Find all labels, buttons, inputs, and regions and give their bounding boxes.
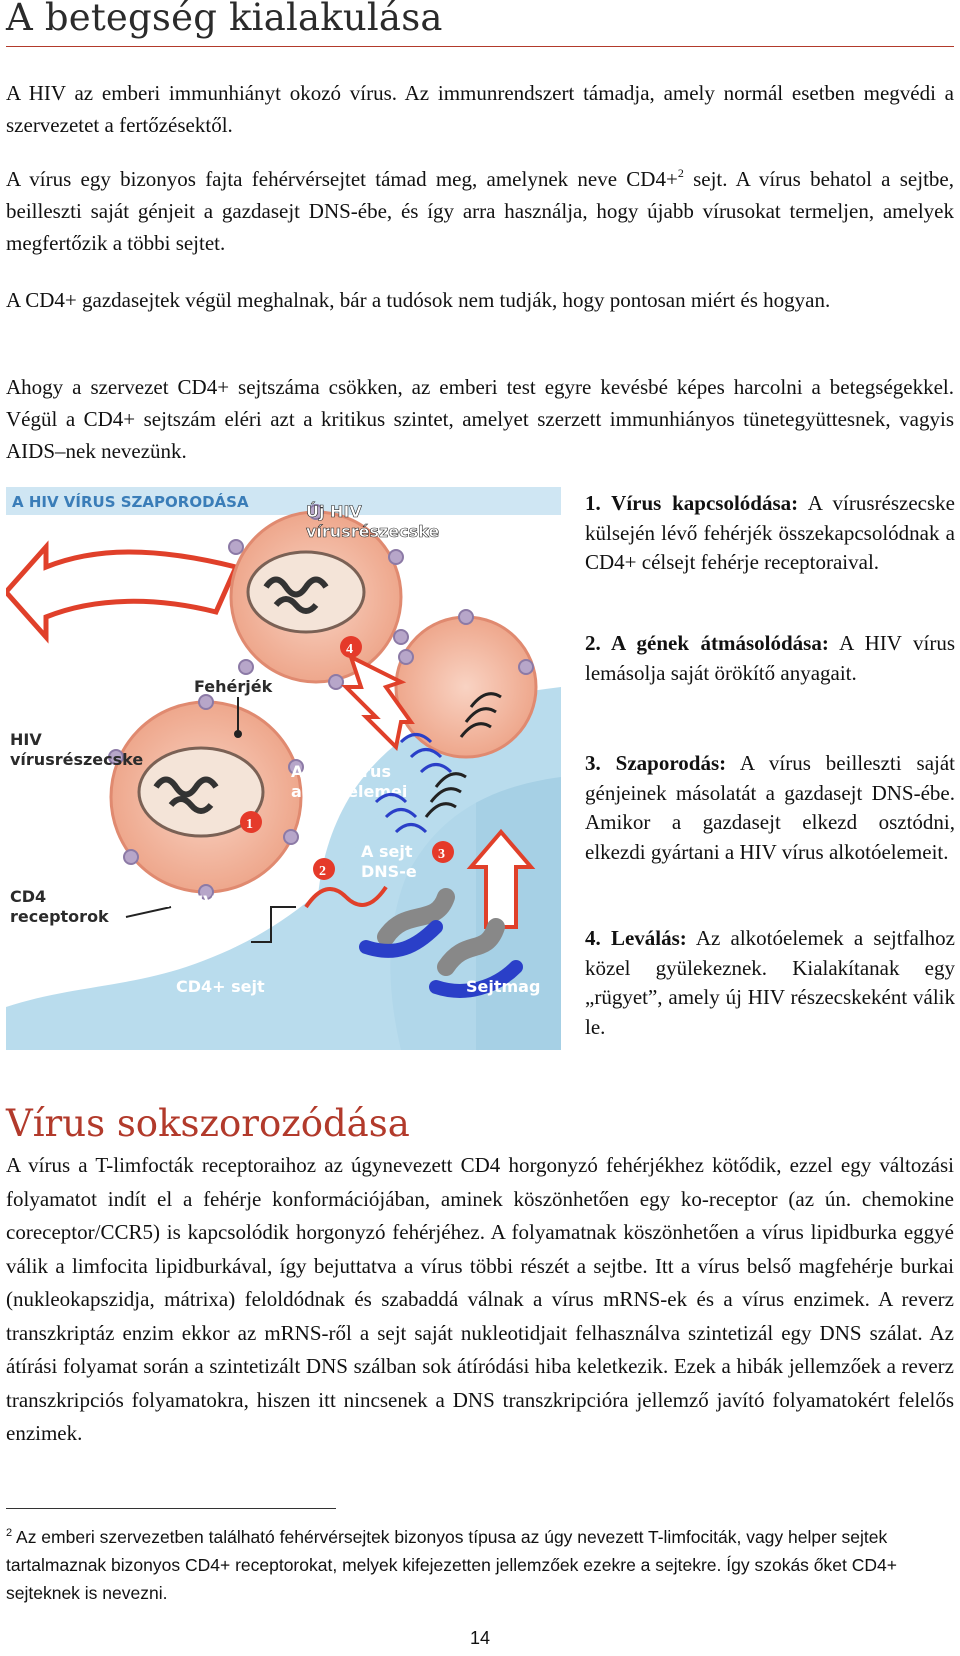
step-text: Az alkotóelemek a sejtfalhoz közel gyülekeznek. Kialakítanak egy „rügyet”, amely új HIV részecskeként válik le. [585, 926, 955, 1039]
step-heading: 3. Szaporodás: [585, 751, 727, 775]
step-badge-3: 3 [438, 847, 445, 862]
label-genome-2: örökítő [166, 912, 231, 931]
paragraph-text: A vírus egy bizonyos fajta fehérvérsejtet támad meg, amelynek neve CD4+ [6, 167, 678, 191]
label-protein: Fehérjék [194, 677, 273, 696]
paragraph-cell-death: A CD4+ gazdasejtek végül meghalnak, bár a tudósok nem tudják, hogy pontosan miért és hogyan. [6, 288, 831, 312]
label-genome-3: anyagai [166, 932, 238, 951]
step-heading: 1. Vírus kapcsolódása: [585, 491, 799, 515]
label-cell-dna-2: DNS-e [361, 862, 417, 881]
step-badge-2: 2 [319, 864, 326, 879]
step-1 [585, 489, 955, 578]
footnote-text: Az emberi szervezetben található fehérvérsejtek bizonyos típusa az úgy nevezett T-limfociták, vagy helper sejtek tartalmaznak bizonyos CD4+ receptorokat, melyek kifejezetten jellemzőek ezekre a sejtekre. Így szokás őket CD4+ sejteknek is nevezni. [6, 1527, 897, 1603]
step-badge-4: 4 [346, 642, 353, 657]
step-text: A vírus beilleszti saját génjeinek másolatát a gazdasejt DNS-ébe. Amikor a gazdasejt elkezd osztódni, elkezdi gyártani a HIV vírus alkotóelemeit. [585, 751, 956, 864]
label-cd4-receptor-2: receptorok [10, 907, 109, 926]
step-text: A HIV vírus lemásolja saját örökítő anyagait. [585, 631, 956, 685]
label-genome: A HIV [166, 892, 216, 911]
step-heading: 4. Leválás: [585, 926, 687, 950]
step-text: A vírusrészecske külsején lévő fehérjék összekapcsolódnak a CD4+ célsejt fehérje receptoraival. [585, 491, 955, 574]
paragraph-replication: A vírus a T-limfocták receptoraihoz az úgynevezett CD4 horgonyzó fehérjékhez kötődik, ezzel egy változási folyamatot indít el a fehérje konformációjában, aminek köszönhetően egy ko-receptor (az ún. chemokine coreceptor/CCR5) is kapcsolódik horgonyzó fehérjéhez. A folyamatnak köszönhetően a vírus lipidburka eggyé válik a limfocita lipidburkával, így bejuttatva a vírus többi részét a sejtbe. Itt a vírus belső magfehérje burkai (nukleokapszidja, mátrixa) feloldódnak és szabaddá válnak a vírus mRNS-ek és a vírus enzimek. A reverz transzkriptáz enzim ekkor az mRNS-ről a sejt saját nukleotidjait felhasználva szintetizál egy DNS szálat. Az átírási folyamat során a szintetizált DNS szálban sok átíródási hiba keletkezik. Ezek a hibák jellemzőek a reverz transzkripciós folyamatokra, hiszen itt nincsenek a DNS transzkripcióra jellemző javító folyamatokért felelős enzimek. [6, 1153, 954, 1445]
label-new-virus-2: vírusrészecske [306, 522, 440, 541]
footnote-ref[interactable]: 2 [677, 166, 684, 180]
section-title: A betegség kialakulása [6, 0, 443, 39]
page-number: 14 [469, 1628, 491, 1648]
paragraph-text: sejt. A vírus behatol a sejtbe, beilleszti saját génjeit a gazdasejt DNS-ébe, és így arra használja, hogy újabb vírusokat termeljen, amelyek megfertőzik a többi sejtet. [6, 167, 954, 255]
label-nucleus: Sejtmag [466, 977, 541, 996]
label-hiv-2: vírusrészecske [10, 750, 144, 769]
step-3 [585, 749, 955, 867]
label-components: A HIV vírus [291, 762, 391, 781]
label-cd4-receptor: CD4 [10, 887, 47, 906]
hiv-replication-figure [6, 487, 561, 1050]
paragraph-aids: Ahogy a szervezet CD4+ sejtszáma csökken, az emberi test egyre kevésbé képes harcolni a betegségekkel. Végül a CD4+ sejtszám eléri azt a kritikus szintet, amelyet szerzett immunhiányos tünetegyüttesnek, vagyis AIDS–nek nevezünk. [6, 375, 954, 463]
footnote-mark: 2 [6, 1527, 13, 1539]
step-heading: 2. A gének átmásolódása: [585, 631, 829, 655]
footnote [6, 1523, 954, 1607]
figure-title: A HIV VÍRUS SZAPORODÁSA [12, 493, 249, 511]
step-4 [585, 924, 955, 1042]
paragraph-cell-attack [6, 163, 954, 259]
step-badge-1: 1 [246, 817, 253, 832]
label-cell-dna: A sejt [361, 842, 413, 861]
label-hiv: HIV [10, 730, 42, 749]
footnote-separator [6, 1508, 336, 1509]
label-components-2: alkotóelemei [291, 782, 408, 801]
label-new-virus: Új HIV [306, 502, 362, 521]
title-underline [6, 46, 954, 47]
paragraph-intro: A HIV az emberi immunhiányt okozó vírus. Az immunrendszert támadja, amely normál esetben megvédi a szervezetet a fertőzésektől. [6, 81, 954, 137]
section-title-replication: Vírus sokszorozódása [6, 1102, 410, 1145]
label-cd4-cell: CD4+ sejt [176, 977, 265, 996]
step-2 [585, 629, 955, 688]
